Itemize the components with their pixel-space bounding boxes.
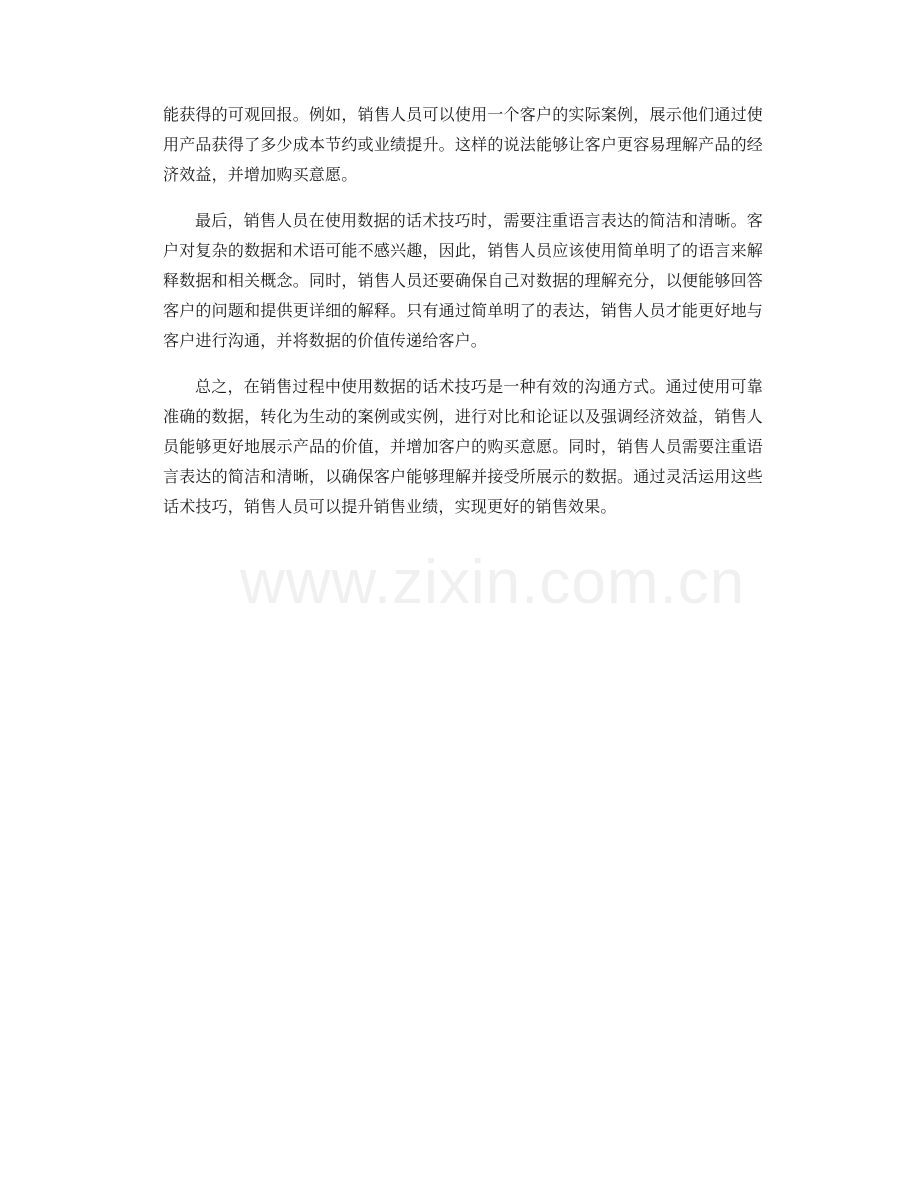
paragraph-1: 能获得的可观回报。例如，销售人员可以使用一个客户的实际案例，展示他们通过使用产品获得了多少成本节约或业绩提升。这样的说法能够让客户更容易理解产品的经济效益，并增加购买意愿。	[163, 105, 763, 184]
document-body	[163, 100, 763, 538]
paragraph-3: 总之，在销售过程中使用数据的话术技巧是一种有效的沟通方式。通过使用可靠准确的数据，转化为生动的案例或实例，进行对比和论证以及强调经济效益，销售人员能够更好地展示产品的价值，并增加客户的购买意愿。同时，销售人员需要注重语言表达的简洁和清晰，以确保客户能够理解并接受所展示的数据。通过灵活运用这些话术技巧，销售人员可以提升销售业绩，实现更好的销售效果。	[163, 377, 763, 516]
watermark: www.zixin.com.cn	[240, 548, 746, 617]
paragraph-2: 最后，销售人员在使用数据的话术技巧时，需要注重语言表达的简洁和清晰。客户对复杂的数据和术语可能不感兴趣，因此，销售人员应该使用简单明了的语言来解释数据和相关概念。同时，销售人员还要确保自己对数据的理解充分，以便能够回答客户的问题和提供更详细的解释。只有通过简单明了的表达，销售人员才能更好地与客户进行沟通，并将数据的价值传递给客户。	[163, 211, 763, 350]
